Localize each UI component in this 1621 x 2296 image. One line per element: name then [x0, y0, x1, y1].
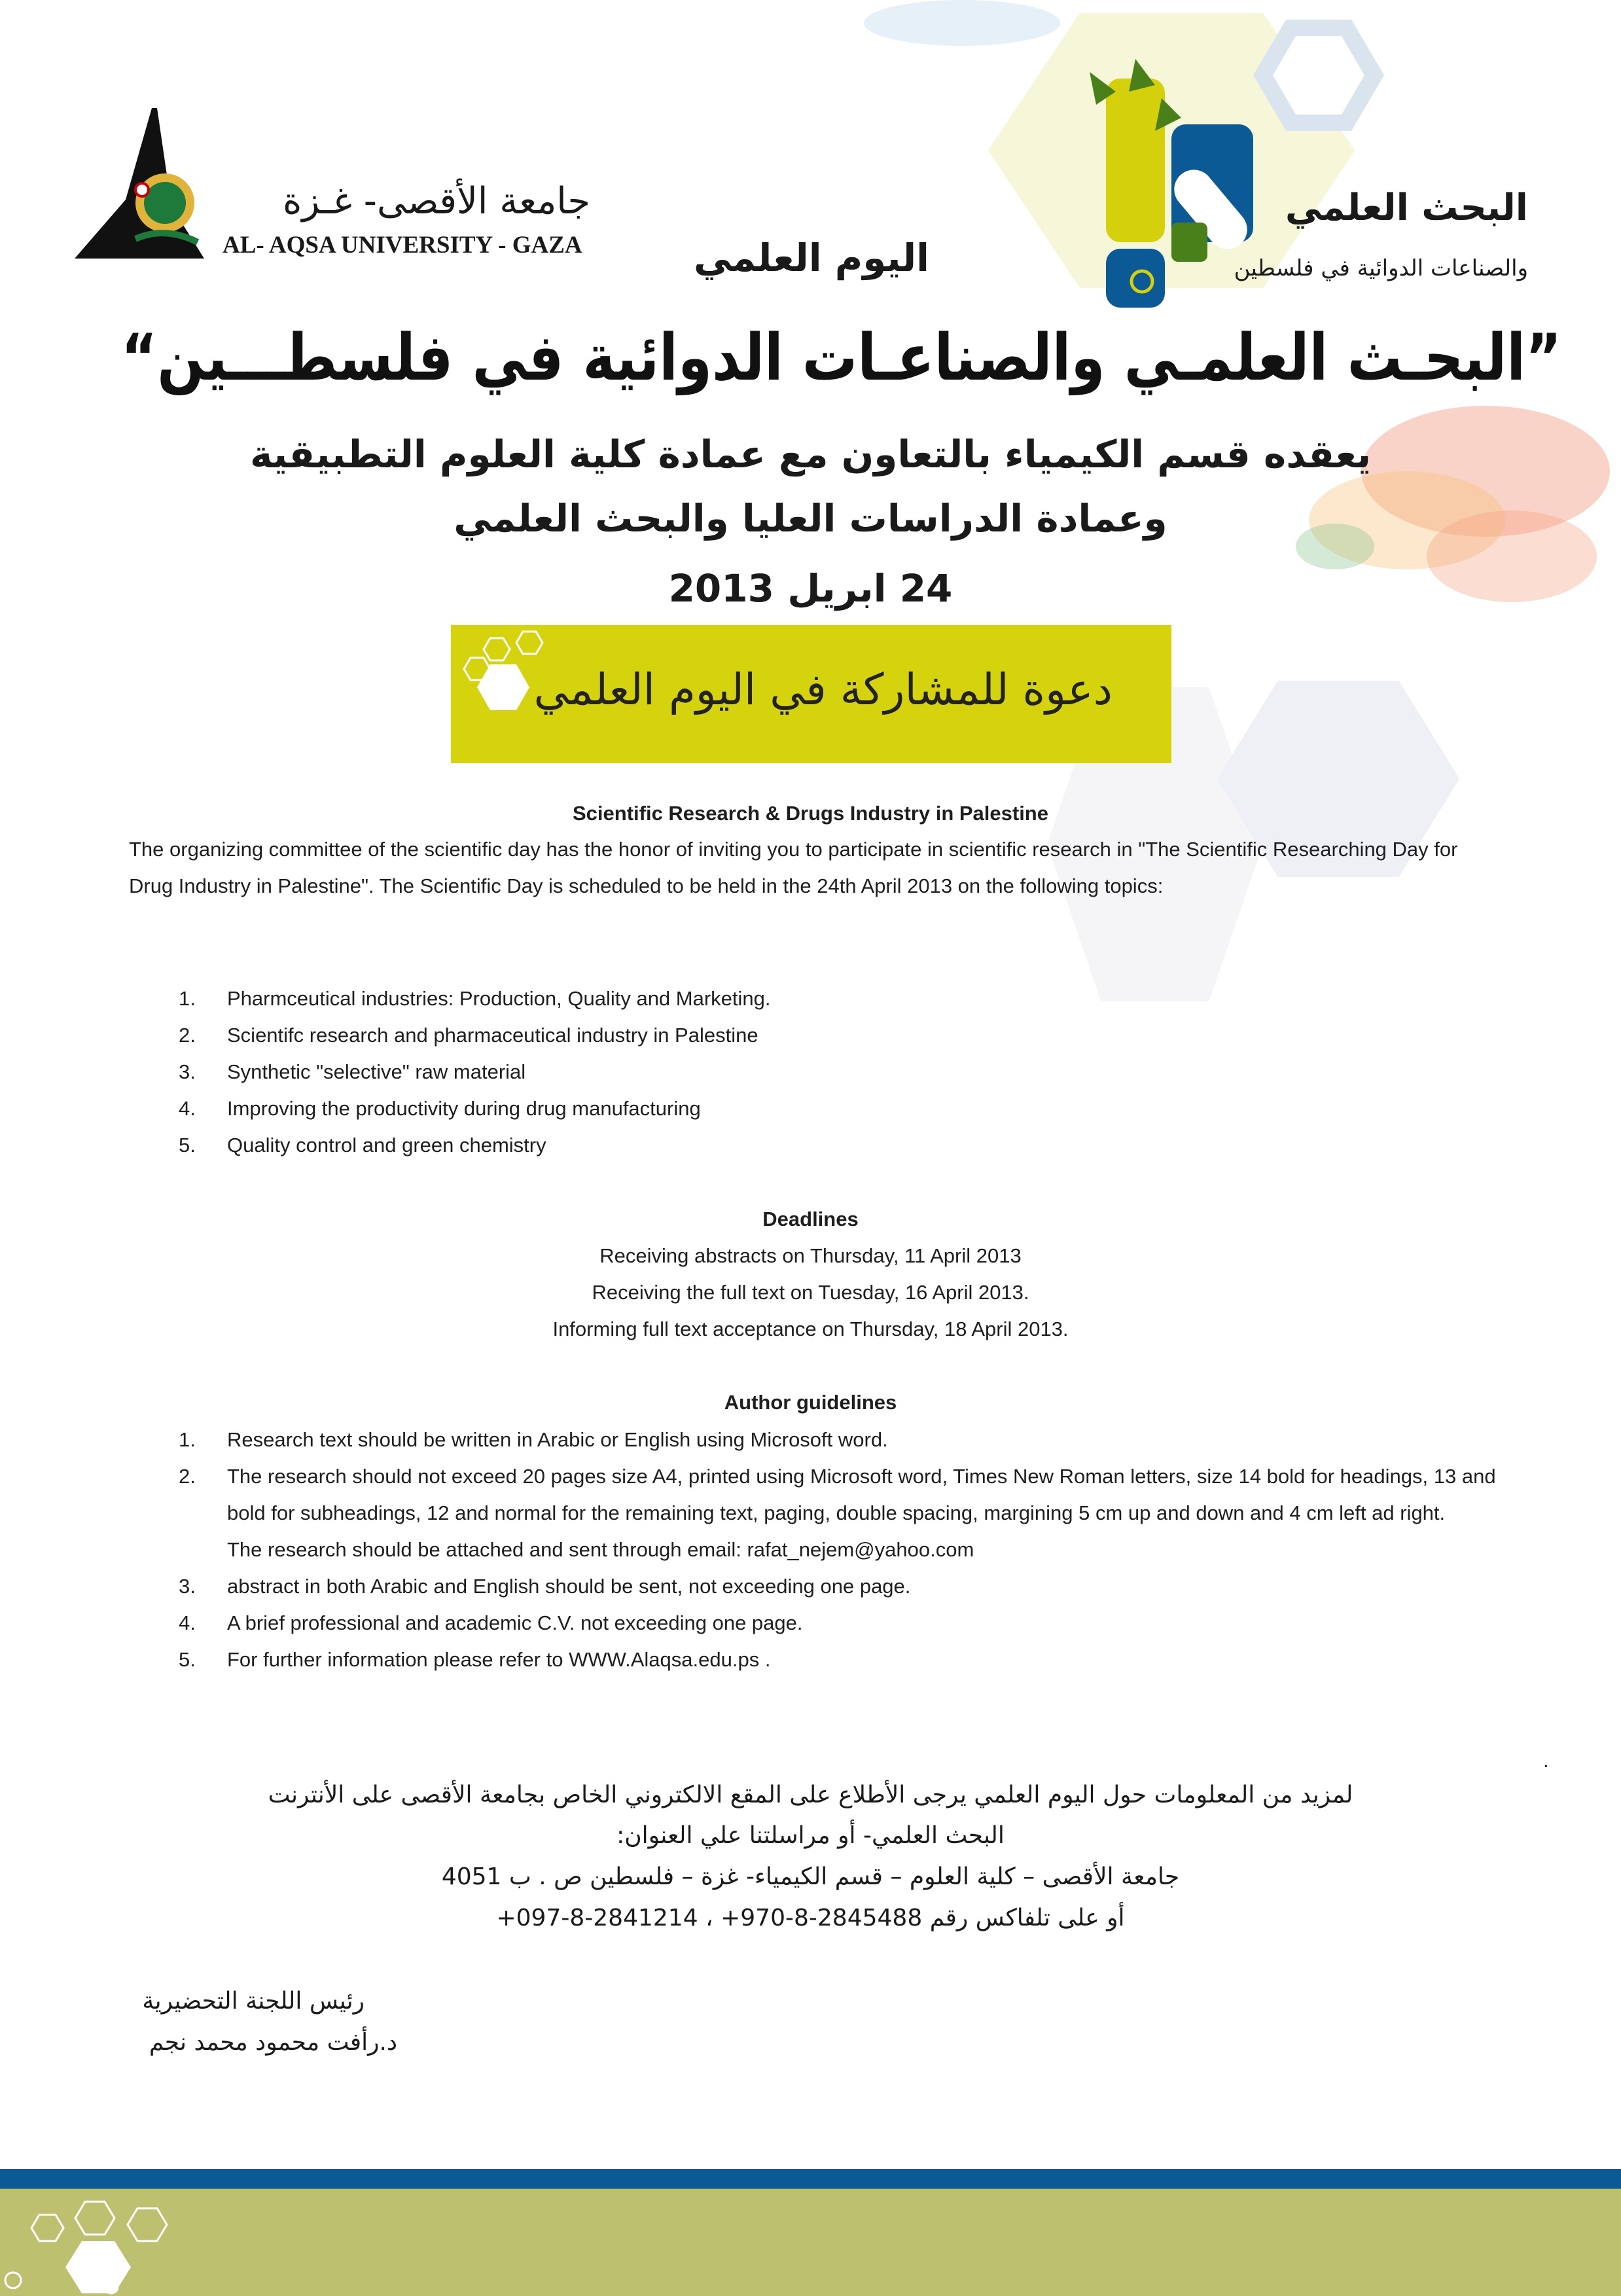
- research-logo: [1077, 59, 1528, 308]
- signature-name: د.رأفت محمود محمد نجم: [149, 2029, 397, 2056]
- university-emblem-icon: [73, 108, 204, 265]
- contact-address: جامعة الأقصى – كلية العلوم – قسم الكيمياء- غزة – فلسطين ص . ب 4051: [441, 1863, 1180, 1890]
- list-number: 3.: [179, 1575, 196, 1598]
- list-number: 2.: [179, 1024, 196, 1047]
- university-logo: [73, 108, 597, 265]
- list-number: 1.: [179, 987, 196, 1010]
- contact-phone: أو على تلفاكس رقم 2845488-8-970+ ، 2841214-8-097+: [496, 1905, 1125, 1931]
- list-number: 5.: [179, 1648, 196, 1671]
- event-label: اليوم العلمي: [693, 236, 930, 280]
- list-text: A brief professional and academic C.V. not exceeding one page.: [227, 1611, 803, 1634]
- contact-row-4: [0, 1905, 1621, 1931]
- list-text: The research should not exceed 20 pages size A4, printed using Microsoft word, Times New Roman letters, size 14 bold for headings, 13 and: [227, 1465, 1496, 1488]
- list-number: 4.: [179, 1611, 196, 1634]
- guidelines-heading: Author guidelines: [724, 1391, 897, 1414]
- deadline-item: Receiving abstracts on Thursday, 11 April 2013: [599, 1244, 1022, 1267]
- organizer-row-1: [0, 432, 1621, 476]
- organizer-line-1: يعقده قسم الكيمياء بالتعاون مع عمادة كلية العلوم التطبيقية: [250, 432, 1371, 476]
- list-number: 5.: [179, 1134, 196, 1157]
- footer-green-band: [0, 2189, 1621, 2296]
- event-title: ”البحـث العلمـي والصناعـات الدوائية في فلسطـــين“: [121, 321, 1562, 395]
- list-text: For further information please refer to WWW.Alaqsa.edu.ps .: [227, 1648, 771, 1671]
- organizer-row-2: [0, 496, 1621, 541]
- intro-line-2: Drug Industry in Palestine". The Scientific Day is scheduled to be held in the 24th April 2013 on the following topics:: [129, 874, 1164, 897]
- guideline-item: [179, 1458, 1553, 1568]
- research-logo-subtitle: والصناعات الدوائية في فلسطين: [1234, 255, 1528, 281]
- intro-line-1: The organizing committee of the scientific day has the honor of inviting you to participate in scientific research in "The Scientific Researching Day for: [129, 838, 1458, 861]
- list-text: Synthetic "selective" raw material: [227, 1060, 526, 1083]
- section-heading: Scientific Research & Drugs Industry in Palestine: [572, 802, 1048, 825]
- list-text: Pharmceutical industries: Production, Quality and Marketing.: [227, 987, 771, 1010]
- list-text: Improving the productivity during drug manufacturing: [227, 1097, 701, 1120]
- list-text: abstract in both Arabic and English should be sent, not exceeding one page.: [227, 1575, 911, 1598]
- contact-line-2: البحث العلمي- أو مراسلتنا علي العنوان:: [616, 1822, 1005, 1849]
- deadline-item: Receiving the full text on Tuesday, 16 April 2013.: [592, 1281, 1029, 1304]
- list-number: 3.: [179, 1060, 196, 1083]
- signature-role: رئيس اللجنة التحضيرية: [142, 1988, 365, 2015]
- research-logo-title: البحث العلمي: [1285, 187, 1528, 229]
- hexagon-pattern-icon: [0, 2189, 196, 2296]
- list-text: Scientifc research and pharmaceutical industry in Palestine: [227, 1024, 758, 1047]
- list-text: Quality control and green chemistry: [227, 1134, 546, 1157]
- email-text: The research should be attached and sent through email: rafat_nejem@yahoo.com: [227, 1538, 974, 1561]
- list-number: 1.: [179, 1428, 196, 1451]
- footer-blue-band: [0, 2169, 1621, 2189]
- university-name-english: AL- AQSA UNIVERSITY - GAZA: [223, 232, 582, 259]
- deadline-item: Informing full text acceptance on Thursday, 18 April 2013.: [552, 1318, 1069, 1340]
- event-date: 24 ابريل 2013: [668, 566, 953, 611]
- organizer-line-2: وعمادة الدراسات العليا والبحث العلمي: [454, 496, 1167, 541]
- list-number: 2.: [179, 1465, 196, 1488]
- event-title-row: [0, 321, 1621, 395]
- contact-row-1: [0, 1782, 1621, 1808]
- intro-row-1: [129, 838, 1569, 861]
- deadlines-heading: Deadlines: [762, 1208, 859, 1230]
- invitation-banner: [451, 625, 1171, 763]
- university-name-arabic: جامعة الأقصى- غـزة: [283, 180, 590, 223]
- contact-row-2: [0, 1822, 1621, 1849]
- intro-row-2: [129, 874, 1569, 898]
- contact-line-1: لمزيد من المعلومات حول اليوم العلمي يرجى الأطلاع على المقع الالكتروني الخاص بجامعة الأقصى على الأنترنت: [268, 1782, 1353, 1808]
- list-number: 4.: [179, 1097, 196, 1120]
- invitation-banner-text: دعوة للمشاركة في اليوم العلمي: [533, 664, 1113, 715]
- contact-row-3: [0, 1863, 1621, 1890]
- list-text: bold for subheadings, 12 and normal for the remaining text, paging, double spacing, margining 5 cm up and down and 4 cm left ad right.: [227, 1501, 1446, 1524]
- decor-pill: [864, 0, 1060, 46]
- list-text: Research text should be written in Arabic or English using Microsoft word.: [227, 1428, 888, 1451]
- stray-dot: .: [1543, 1749, 1549, 1772]
